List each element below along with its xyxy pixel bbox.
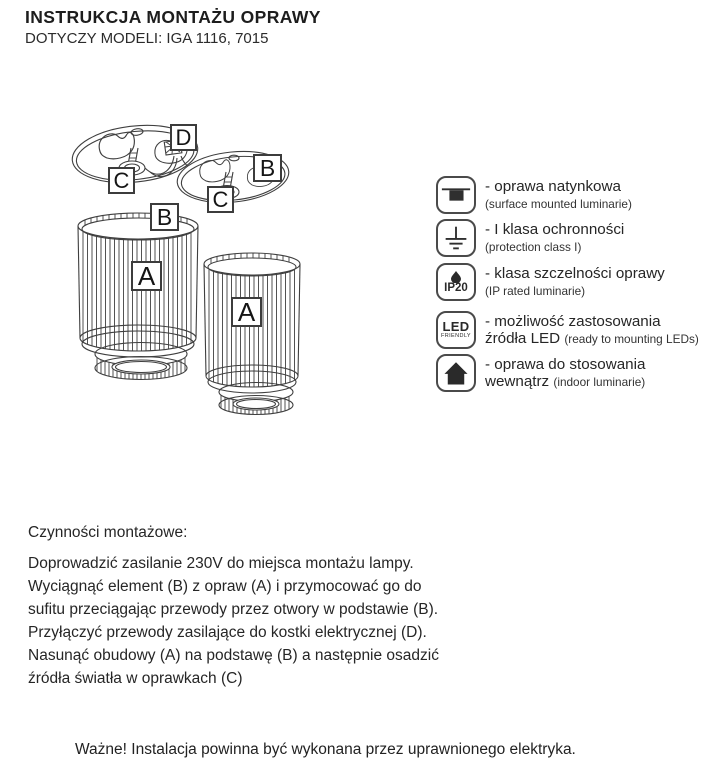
feature-subtitle: (ready to mounting LEDs) <box>564 332 699 346</box>
feature-surface-mounted <box>436 176 632 214</box>
feature-title: - oprawa do stosowania <box>485 356 646 373</box>
feature-subtitle: (surface mounted luminarie) <box>485 197 632 211</box>
ground-protection-class-icon <box>436 219 476 257</box>
feature-title: - możliwość zastosowania <box>485 313 661 330</box>
lamp-assembly-diagram <box>55 108 355 420</box>
diagram-label-shade-right: A <box>231 297 262 327</box>
diagram-label-terminal-block: D <box>170 124 197 151</box>
model-info: DOTYCZY MODELI: IGA 1116, 7015 <box>25 30 269 47</box>
instruction-line: sufitu przeciągając przewody przez otwory w podstawie (B). <box>28 601 439 618</box>
instruction-line: Przyłączyć przewody zasilające do kostki elektrycznej (D). <box>28 624 427 641</box>
diagram-label-shade-left: A <box>131 261 162 291</box>
led-friendly-icon <box>436 311 476 349</box>
feature-title: - I klasa ochronności <box>485 221 625 238</box>
feature-title: - klasa szczelności oprawy <box>485 265 665 282</box>
ip-rating-text: IP20 <box>444 282 468 294</box>
feature-protection-class <box>436 219 624 257</box>
feature-subtitle: (indoor luminarie) <box>553 375 646 389</box>
diagram-label-base-shade: B <box>150 203 179 231</box>
feature-indoor-use: - oprawa do stosowania wewnątrz (indoor luminarie) <box>436 354 645 392</box>
instruction-line: Doprowadzić zasilanie 230V do miejsca montażu lampy. <box>28 555 414 572</box>
diagram-label-socket-left: C <box>108 167 135 194</box>
feature-title: - oprawa natynkowa <box>485 178 621 195</box>
diagram-label-base-right: B <box>253 154 282 182</box>
feature-ip-rating <box>436 263 665 301</box>
instruction-line: źródła światła w oprawkach (C) <box>28 670 243 687</box>
led-friendly-text: FRIENDLY <box>441 332 471 339</box>
indoor-house-icon <box>436 354 476 392</box>
surface-mounted-icon <box>436 176 476 214</box>
instruction-line: Wyciągnąć element (B) z opraw (A) i przymocować go do <box>28 578 422 595</box>
feature-subtitle: (IP rated luminarie) <box>485 284 586 298</box>
important-note: Ważne! Instalacja powinna być wykonana przez uprawnionego elektryka. <box>75 741 576 758</box>
led-text: LED <box>442 318 470 334</box>
ip20-droplet-icon <box>436 263 476 301</box>
feature-subtitle: (protection class I) <box>485 240 582 254</box>
instruction-line: Nasunąć obudowy (A) na podstawę (B) a następnie osadzić <box>28 647 439 664</box>
diagram-label-socket-right: C <box>207 186 234 213</box>
instructions-paragraph <box>28 552 439 690</box>
page-title: INSTRUKCJA MONTAŻU OPRAWY <box>25 7 321 27</box>
feature-led-ready: LED FRIENDLY - możliwość zastosowania źródła LED (ready to mounting LEDs) <box>436 311 699 349</box>
instructions-heading: Czynności montażowe: <box>28 524 188 541</box>
